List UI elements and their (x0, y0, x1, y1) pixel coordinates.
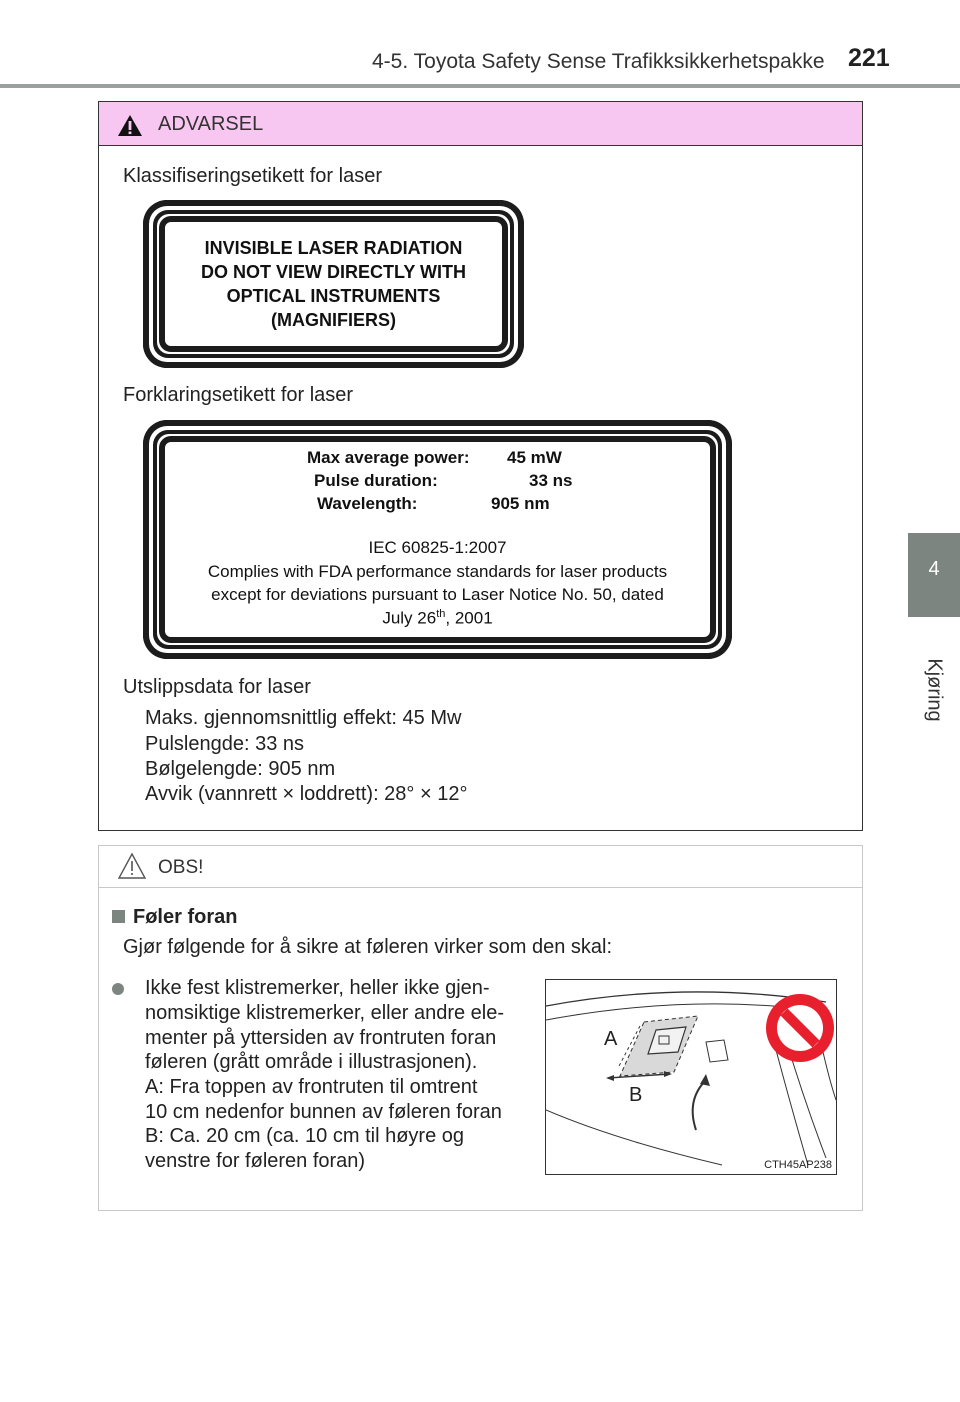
section-intro: Gjør følgende for å sikre at føleren virker som den skal: (123, 936, 613, 958)
bullet-line-2: nomsiktige klistremerker, eller andre ele- (145, 1002, 505, 1024)
fda-compliance-line-3 (143, 608, 732, 629)
notice-header (99, 846, 862, 888)
bullet-line-8: venstre for føleren foran) (145, 1150, 366, 1172)
emission-line-power: Maks. gjennomsnittlig effekt: 45 Mw (145, 707, 462, 729)
notice-date-suffix: th (436, 608, 446, 620)
notice-title: OBS! (158, 857, 204, 878)
emission-line-divergence: Avvik (vannrett × loddrett): 28° × 12° (145, 783, 468, 805)
section-bullet-icon (112, 910, 125, 923)
classification-line-4: (MAGNIFIERS) (271, 310, 396, 330)
fda-compliance-line-1: Complies with FDA performance standards for laser products (207, 562, 668, 581)
header-divider (0, 84, 960, 88)
bullet-line-3: menter på yttersiden av frontruten foran (145, 1027, 497, 1049)
bullet-line-1: Ikke fest klistremerker, heller ikke gjen- (145, 977, 490, 999)
chapter-tab (908, 533, 960, 617)
classification-line-2: DO NOT VIEW DIRECTLY WITH (200, 262, 466, 282)
running-header-title: 4-5. Toyota Safety Sense Trafikksikkerhetspakke (372, 50, 825, 73)
windshield-drawing (546, 980, 836, 1174)
pulse-duration-label: Pulse duration: (314, 471, 438, 490)
classification-line-1: INVISIBLE LASER RADIATION (204, 238, 463, 258)
iec-standard: IEC 60825-1:2007 (368, 538, 507, 557)
section-title: Føler foran (133, 906, 238, 928)
explanation-label (143, 420, 732, 659)
chapter-label-wrapper (909, 660, 959, 720)
notice-date: July 26 (382, 608, 437, 628)
emission-line-pulse: Pulslengde: 33 ns (145, 733, 305, 755)
emission-caption: Utslippsdata for laser (123, 676, 311, 698)
caution-triangle-icon (117, 852, 147, 880)
wavelength-label: Wavelength: (317, 494, 418, 513)
notice-year: , 2001 (445, 608, 493, 628)
warning-header (99, 102, 862, 146)
figure-label-b: B (629, 1084, 643, 1106)
max-power-label: Max average power: (307, 448, 470, 467)
wavelength-value: 905 nm (491, 494, 550, 513)
fda-compliance-line-2: except for deviations pursuant to Laser Notice No. 50, dated (211, 585, 664, 604)
windshield-sensor-illustration (545, 979, 837, 1175)
explanation-caption: Forklaringsetikett for laser (123, 384, 354, 406)
warning-triangle-icon (117, 114, 143, 137)
max-power-value: 45 mW (507, 448, 562, 467)
emission-line-wavelength: Bølgelengde: 905 nm (145, 758, 336, 780)
figure-code: CTH45AP238 (764, 1159, 832, 1171)
chapter-number: 4 (928, 558, 940, 580)
classification-caption: Klassifiseringsetikett for laser (123, 165, 382, 187)
classification-label (143, 200, 524, 368)
figure-label-a: A (604, 1028, 618, 1050)
bullet-line-5: A: Fra toppen av frontruten til omtrent (145, 1076, 478, 1098)
bullet-line-4: føleren (grått område i illustrasjonen). (145, 1051, 478, 1073)
bullet-line-6: 10 cm nedenfor bunnen av føleren foran (145, 1101, 502, 1123)
page-number: 221 (848, 44, 890, 72)
warning-title: ADVARSEL (158, 113, 264, 135)
bullet-line-7: B: Ca. 20 cm (ca. 10 cm til høyre og (145, 1125, 464, 1147)
chapter-label: Kjøring (923, 658, 946, 722)
classification-line-3: OPTICAL INSTRUMENTS (226, 286, 441, 306)
pulse-duration-value: 33 ns (529, 471, 573, 490)
list-bullet-icon (112, 983, 124, 995)
